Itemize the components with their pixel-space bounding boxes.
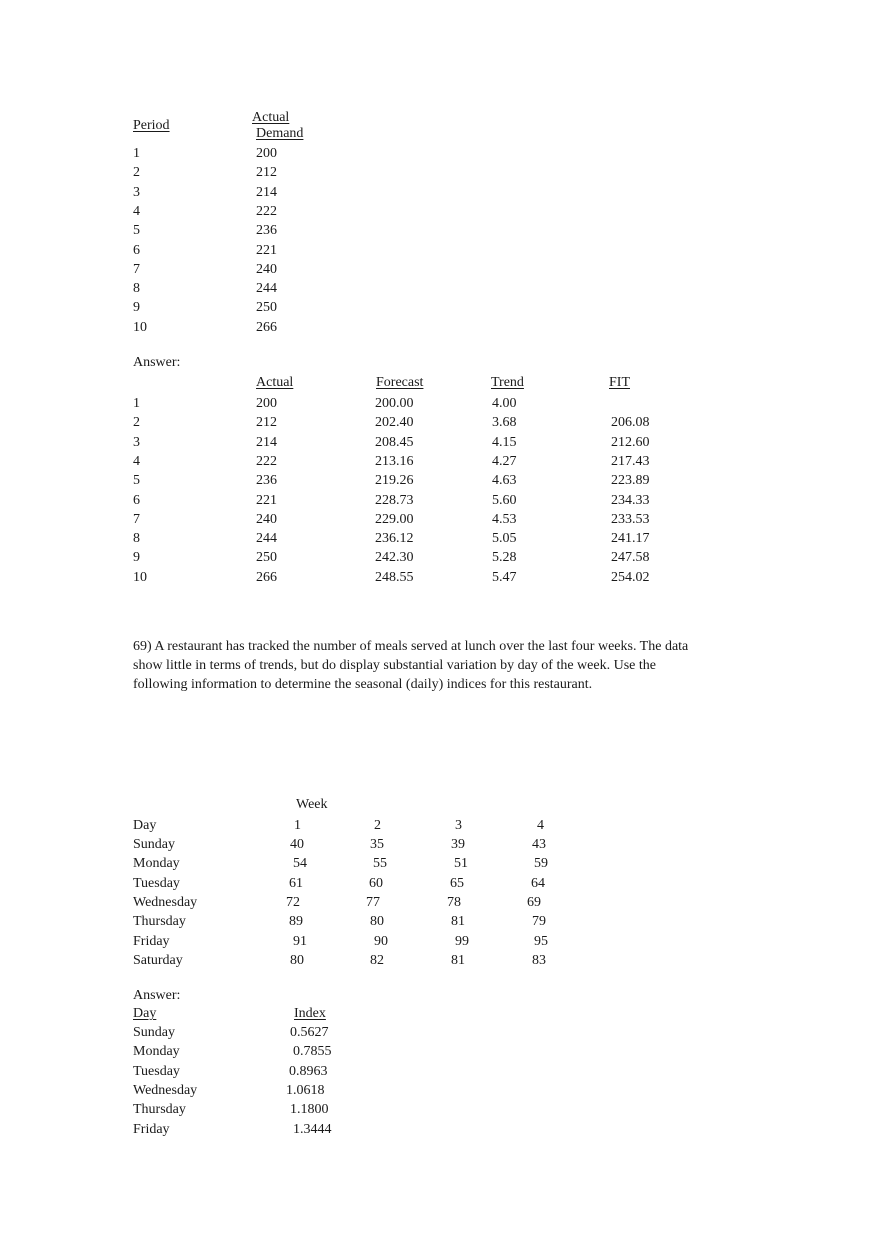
- trend-cell: 4.63: [492, 473, 517, 489]
- demand-cell: 250: [256, 300, 277, 316]
- actual-cell: 240: [256, 511, 277, 527]
- index-day-cell: Monday: [133, 1044, 180, 1060]
- meals-count-cell: 60: [369, 875, 383, 891]
- meals-count-cell: 61: [289, 875, 303, 891]
- meals-count-cell: 69: [527, 894, 541, 910]
- index-value-cell: 1.0618: [286, 1082, 325, 1098]
- forecast-cell: 229.00: [375, 511, 414, 527]
- fit-cell: 234.33: [611, 492, 650, 508]
- meals-count-cell: 91: [293, 933, 307, 949]
- actual-cell: 236: [256, 473, 277, 489]
- demand-cell: 214: [256, 184, 277, 200]
- week-number: 1: [294, 818, 301, 833]
- fit-cell: 241.17: [611, 531, 650, 547]
- meals-count-cell: 77: [366, 894, 380, 910]
- period-cell: 9: [133, 300, 140, 316]
- meals-count-cell: 80: [290, 952, 304, 968]
- forecast-column-header: Forecast: [376, 375, 424, 390]
- forecast-cell: 242.30: [375, 550, 414, 566]
- meals-count-cell: 79: [532, 914, 546, 930]
- fit-cell: 233.53: [611, 511, 650, 527]
- day-cell: Sunday: [133, 837, 175, 852]
- meals-count-cell: 65: [450, 875, 464, 891]
- forecast-cell: 200.00: [375, 396, 414, 411]
- period-cell: 3: [133, 434, 140, 450]
- meals-count-cell: 89: [289, 914, 303, 930]
- day-cell: Monday: [133, 856, 180, 872]
- period-cell: 3: [133, 184, 140, 200]
- fit-cell: 254.02: [611, 569, 650, 585]
- period-cell: 7: [133, 511, 140, 527]
- answer-label: Answer:: [133, 355, 181, 370]
- period-cell: 5: [133, 223, 140, 239]
- period-cell: 8: [133, 531, 140, 547]
- trend-cell: 4.27: [492, 453, 517, 469]
- demand-header: Demand: [256, 126, 304, 141]
- trend-cell: 5.60: [492, 492, 517, 508]
- period-cell: 7: [133, 261, 140, 277]
- demand-cell: 240: [256, 261, 277, 277]
- day-cell: Tuesday: [133, 875, 180, 891]
- period-cell: 4: [133, 203, 140, 219]
- actual-header: Actual: [252, 110, 290, 125]
- period-cell: 2: [133, 415, 140, 431]
- index-value-cell: 1.3444: [293, 1121, 332, 1137]
- trend-cell: 4.00: [492, 396, 517, 411]
- meals-count-cell: 39: [451, 837, 465, 852]
- day-cell: Saturday: [133, 952, 183, 968]
- trend-column-header: Trend: [491, 375, 524, 390]
- forecast-cell: 219.26: [375, 473, 414, 489]
- meals-count-cell: 40: [290, 837, 304, 852]
- meals-count-cell: 81: [451, 914, 465, 930]
- demand-cell: 222: [256, 203, 277, 219]
- meals-count-cell: 78: [447, 894, 461, 910]
- actual-cell: 222: [256, 453, 277, 469]
- meals-count-cell: 82: [370, 952, 384, 968]
- demand-cell: 212: [256, 165, 277, 181]
- answer-label-2: Answer:: [133, 988, 181, 1003]
- demand-cell: 244: [256, 281, 277, 297]
- actual-cell: 214: [256, 434, 277, 450]
- meals-count-cell: 54: [293, 856, 307, 872]
- meals-count-cell: 43: [532, 837, 546, 852]
- meals-count-cell: 99: [455, 933, 469, 949]
- day-cell: Thursday: [133, 914, 186, 930]
- forecast-cell: 248.55: [375, 569, 414, 585]
- actual-column-header: Actual: [256, 375, 294, 390]
- period-cell: 5: [133, 473, 140, 489]
- week-number: 2: [374, 818, 381, 833]
- period-cell: 6: [133, 242, 140, 258]
- week-number: 3: [455, 818, 462, 833]
- period-cell: 1: [133, 396, 140, 411]
- meals-count-cell: 81: [451, 952, 465, 968]
- meals-count-cell: 90: [374, 933, 388, 949]
- forecast-cell: 236.12: [375, 531, 414, 547]
- index-day-cell: Friday: [133, 1121, 170, 1137]
- question-69-text: 69) A restaurant has tracked the number of meals served at lunch over the last four weeks. The data show little in terms of trends, but do display substantial variation by day of the week. Use the following information to determine the seasonal (daily) indices for this restaurant.: [133, 639, 689, 692]
- period-cell: 6: [133, 492, 140, 508]
- demand-cell: 200: [256, 146, 277, 161]
- actual-cell: 200: [256, 396, 277, 411]
- fit-cell: 212.60: [611, 434, 650, 450]
- index-header: Index: [294, 1006, 326, 1021]
- fit-column-header: FIT: [609, 375, 630, 390]
- index-day-header: Day: [133, 1006, 157, 1021]
- period-cell: 9: [133, 550, 140, 566]
- index-day-cell: Tuesday: [133, 1063, 180, 1079]
- meals-count-cell: 59: [534, 856, 548, 872]
- period-cell: 4: [133, 453, 140, 469]
- index-day-cell: Wednesday: [133, 1082, 198, 1098]
- index-day-cell: Sunday: [133, 1025, 175, 1040]
- trend-cell: 4.15: [492, 434, 517, 450]
- index-value-cell: 0.8963: [289, 1063, 328, 1079]
- fit-cell: 223.89: [611, 473, 650, 489]
- actual-cell: 212: [256, 415, 277, 431]
- meals-count-cell: 80: [370, 914, 384, 930]
- forecast-cell: 202.40: [375, 415, 414, 431]
- day-header: Day: [133, 818, 157, 833]
- demand-cell: 236: [256, 223, 277, 239]
- actual-cell: 221: [256, 492, 277, 508]
- trend-cell: 5.05: [492, 531, 517, 547]
- meals-count-cell: 64: [531, 875, 545, 891]
- forecast-cell: 228.73: [375, 492, 414, 508]
- period-cell: 10: [133, 569, 147, 585]
- trend-cell: 5.28: [492, 550, 517, 566]
- week-header: Week: [296, 797, 328, 812]
- trend-cell: 5.47: [492, 569, 517, 585]
- fit-cell: 206.08: [611, 415, 650, 431]
- period-cell: 10: [133, 319, 147, 335]
- meals-count-cell: 95: [534, 933, 548, 949]
- index-day-cell: Thursday: [133, 1102, 186, 1118]
- period-cell: 8: [133, 281, 140, 297]
- index-value-cell: 0.5627: [290, 1025, 329, 1040]
- forecast-cell: 208.45: [375, 434, 414, 450]
- day-cell: Wednesday: [133, 894, 198, 910]
- fit-cell: 217.43: [611, 453, 650, 469]
- week-number: 4: [537, 818, 544, 833]
- meals-count-cell: 55: [373, 856, 387, 872]
- period-cell: 1: [133, 146, 140, 161]
- period-header: Period: [133, 118, 170, 133]
- demand-cell: 221: [256, 242, 277, 258]
- meals-count-cell: 51: [454, 856, 468, 872]
- fit-cell: 247.58: [611, 550, 650, 566]
- actual-cell: 266: [256, 569, 277, 585]
- index-value-cell: 1.1800: [290, 1102, 329, 1118]
- meals-count-cell: 72: [286, 894, 300, 910]
- index-value-cell: 0.7855: [293, 1044, 332, 1060]
- meals-count-cell: 35: [370, 837, 384, 852]
- forecast-cell: 213.16: [375, 453, 414, 469]
- period-cell: 2: [133, 165, 140, 181]
- meals-count-cell: 83: [532, 952, 546, 968]
- actual-cell: 250: [256, 550, 277, 566]
- trend-cell: 3.68: [492, 415, 517, 431]
- demand-cell: 266: [256, 319, 277, 335]
- trend-cell: 4.53: [492, 511, 517, 527]
- actual-cell: 244: [256, 531, 277, 547]
- day-cell: Friday: [133, 933, 170, 949]
